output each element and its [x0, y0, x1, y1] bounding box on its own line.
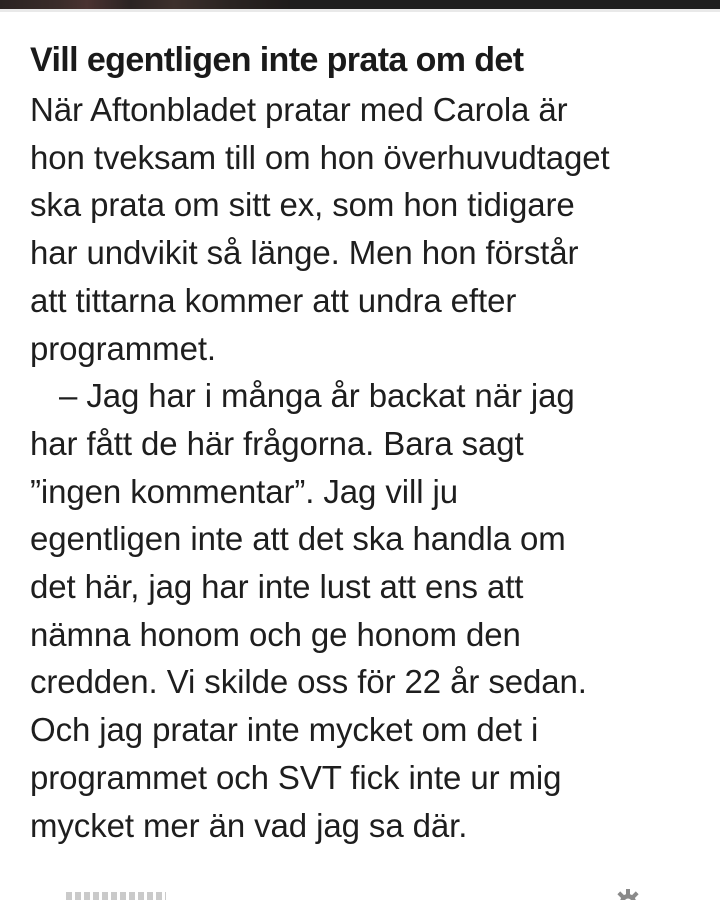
- quote-line: – Jag har i många år backat när jag: [59, 377, 575, 415]
- body-line: hon tveksam till om hon överhuvudtaget: [30, 138, 610, 176]
- quote-line: mycket mer än vad jag sa där.: [30, 806, 468, 844]
- quote-line: programmet och SVT fick inte ur mig: [30, 758, 562, 796]
- quote-line: har fått de här frågorna. Bara sagt: [30, 424, 524, 462]
- quote-line: Och jag pratar inte mycket om det i: [30, 711, 539, 749]
- strip-divider: [0, 9, 720, 12]
- quote-line: egentligen inte att det ska handla om: [30, 520, 566, 558]
- body-line: har undvikit så länge. Men hon förstår: [30, 234, 579, 272]
- cropped-footer-text: [66, 892, 166, 900]
- body-line: att tittarna kommer att undra efter: [30, 281, 517, 319]
- article-body: [30, 86, 710, 849]
- gear-icon-shape: [614, 888, 642, 900]
- gear-icon[interactable]: [614, 888, 642, 900]
- cropped-footer: [0, 880, 720, 900]
- quote-line: credden. Vi skilde oss för 22 år sedan.: [30, 663, 587, 701]
- article-headline: Vill egentligen inte prata om det: [30, 41, 524, 79]
- article-excerpt: [30, 34, 710, 849]
- quote-line: ”ingen kommentar”. Jag vill ju: [30, 472, 458, 510]
- quote-line: nämna honom och ge honom den: [30, 615, 521, 653]
- top-image-strip: [0, 0, 720, 12]
- body-line: När Aftonbladet pratar med Carola är: [30, 91, 568, 128]
- body-line: programmet.: [30, 329, 216, 367]
- body-line: ska prata om sitt ex, som hon tidigare: [30, 186, 575, 224]
- quote-line: det här, jag har inte lust att ens att: [30, 568, 524, 606]
